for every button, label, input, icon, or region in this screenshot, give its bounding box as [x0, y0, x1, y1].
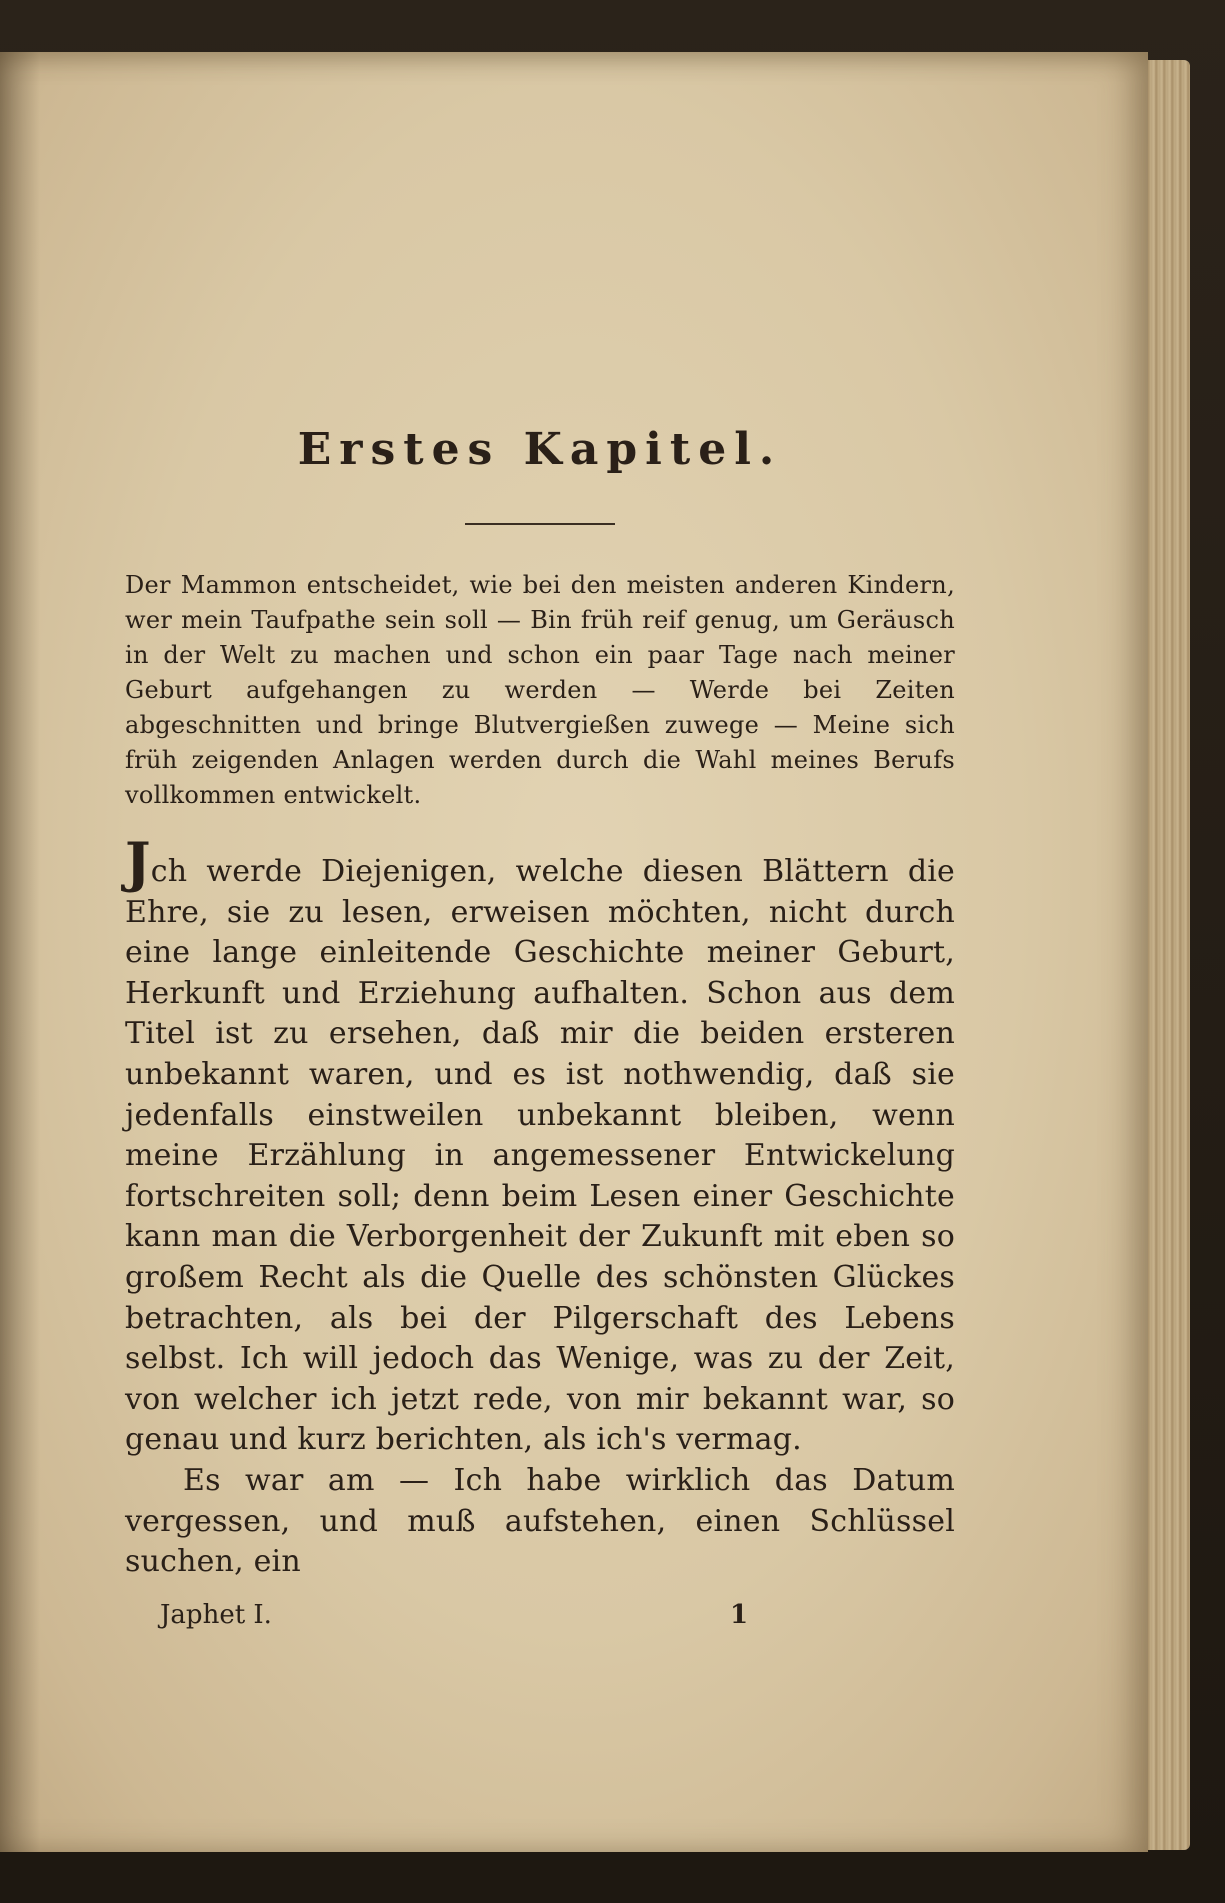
title-divider [465, 523, 615, 525]
sheet-number: 1 [730, 1600, 749, 1630]
paragraph-1 [125, 830, 955, 1461]
chapter-summary: Der Mammon entscheidet, wie bei den meisten anderen Kindern, wer mein Taufpathe sein soll — Bin früh reif genug, um Geräusch in der Welt zu machen und schon ein paar Tage nach meiner Geburt aufgehangen zu werden — Werde bei Zeiten abgeschnitten und bringe Blutvergießen zuwege — Meine sich früh zeigenden Anlagen werden durch die Wahl meines Berufs vollkommen entwickelt. [125, 571, 955, 809]
chapter-title: Erstes Kapitel. [297, 424, 783, 475]
gutter-shadow [0, 52, 40, 1852]
signature-mark: Japhet I. [160, 1600, 272, 1630]
paragraph-1-text: ch werde Diejenigen, welche diesen Blättern die Ehre, sie zu lesen, erweisen möchten, nicht durch eine lange einleitende Geschichte meiner Geburt, Herkunft und Erziehung aufhalten. Schon aus dem Titel ist zu ersehen, daß mir die beiden ersteren unbekannt waren, und es ist nothwendig, daß sie jedenfalls einstweilen unbekannt bleiben, wenn meine Erzählung in angemessener Entwickelung fortschreiten soll; denn beim Lesen einer Geschichte kann man die Verborgenheit der Zukunft mit eben so großem Recht als die Quelle des schönsten Glückes betrachten, als bei der Pilgerschaft des Lebens selbst. Ich will jedoch das Wenige, was zu der Zeit, von welcher ich jetzt rede, von mir bekannt war, so genau und kurz berichten, als ich's vermag. [125, 854, 955, 1458]
paragraph-2: Es war am — Ich habe wirklich das Datum vergessen, und muß aufstehen, einen Schlüssel suchen, ein [125, 1462, 955, 1580]
page-content [125, 420, 955, 1583]
initial-letter: J [125, 830, 151, 894]
body-text [125, 830, 955, 1583]
